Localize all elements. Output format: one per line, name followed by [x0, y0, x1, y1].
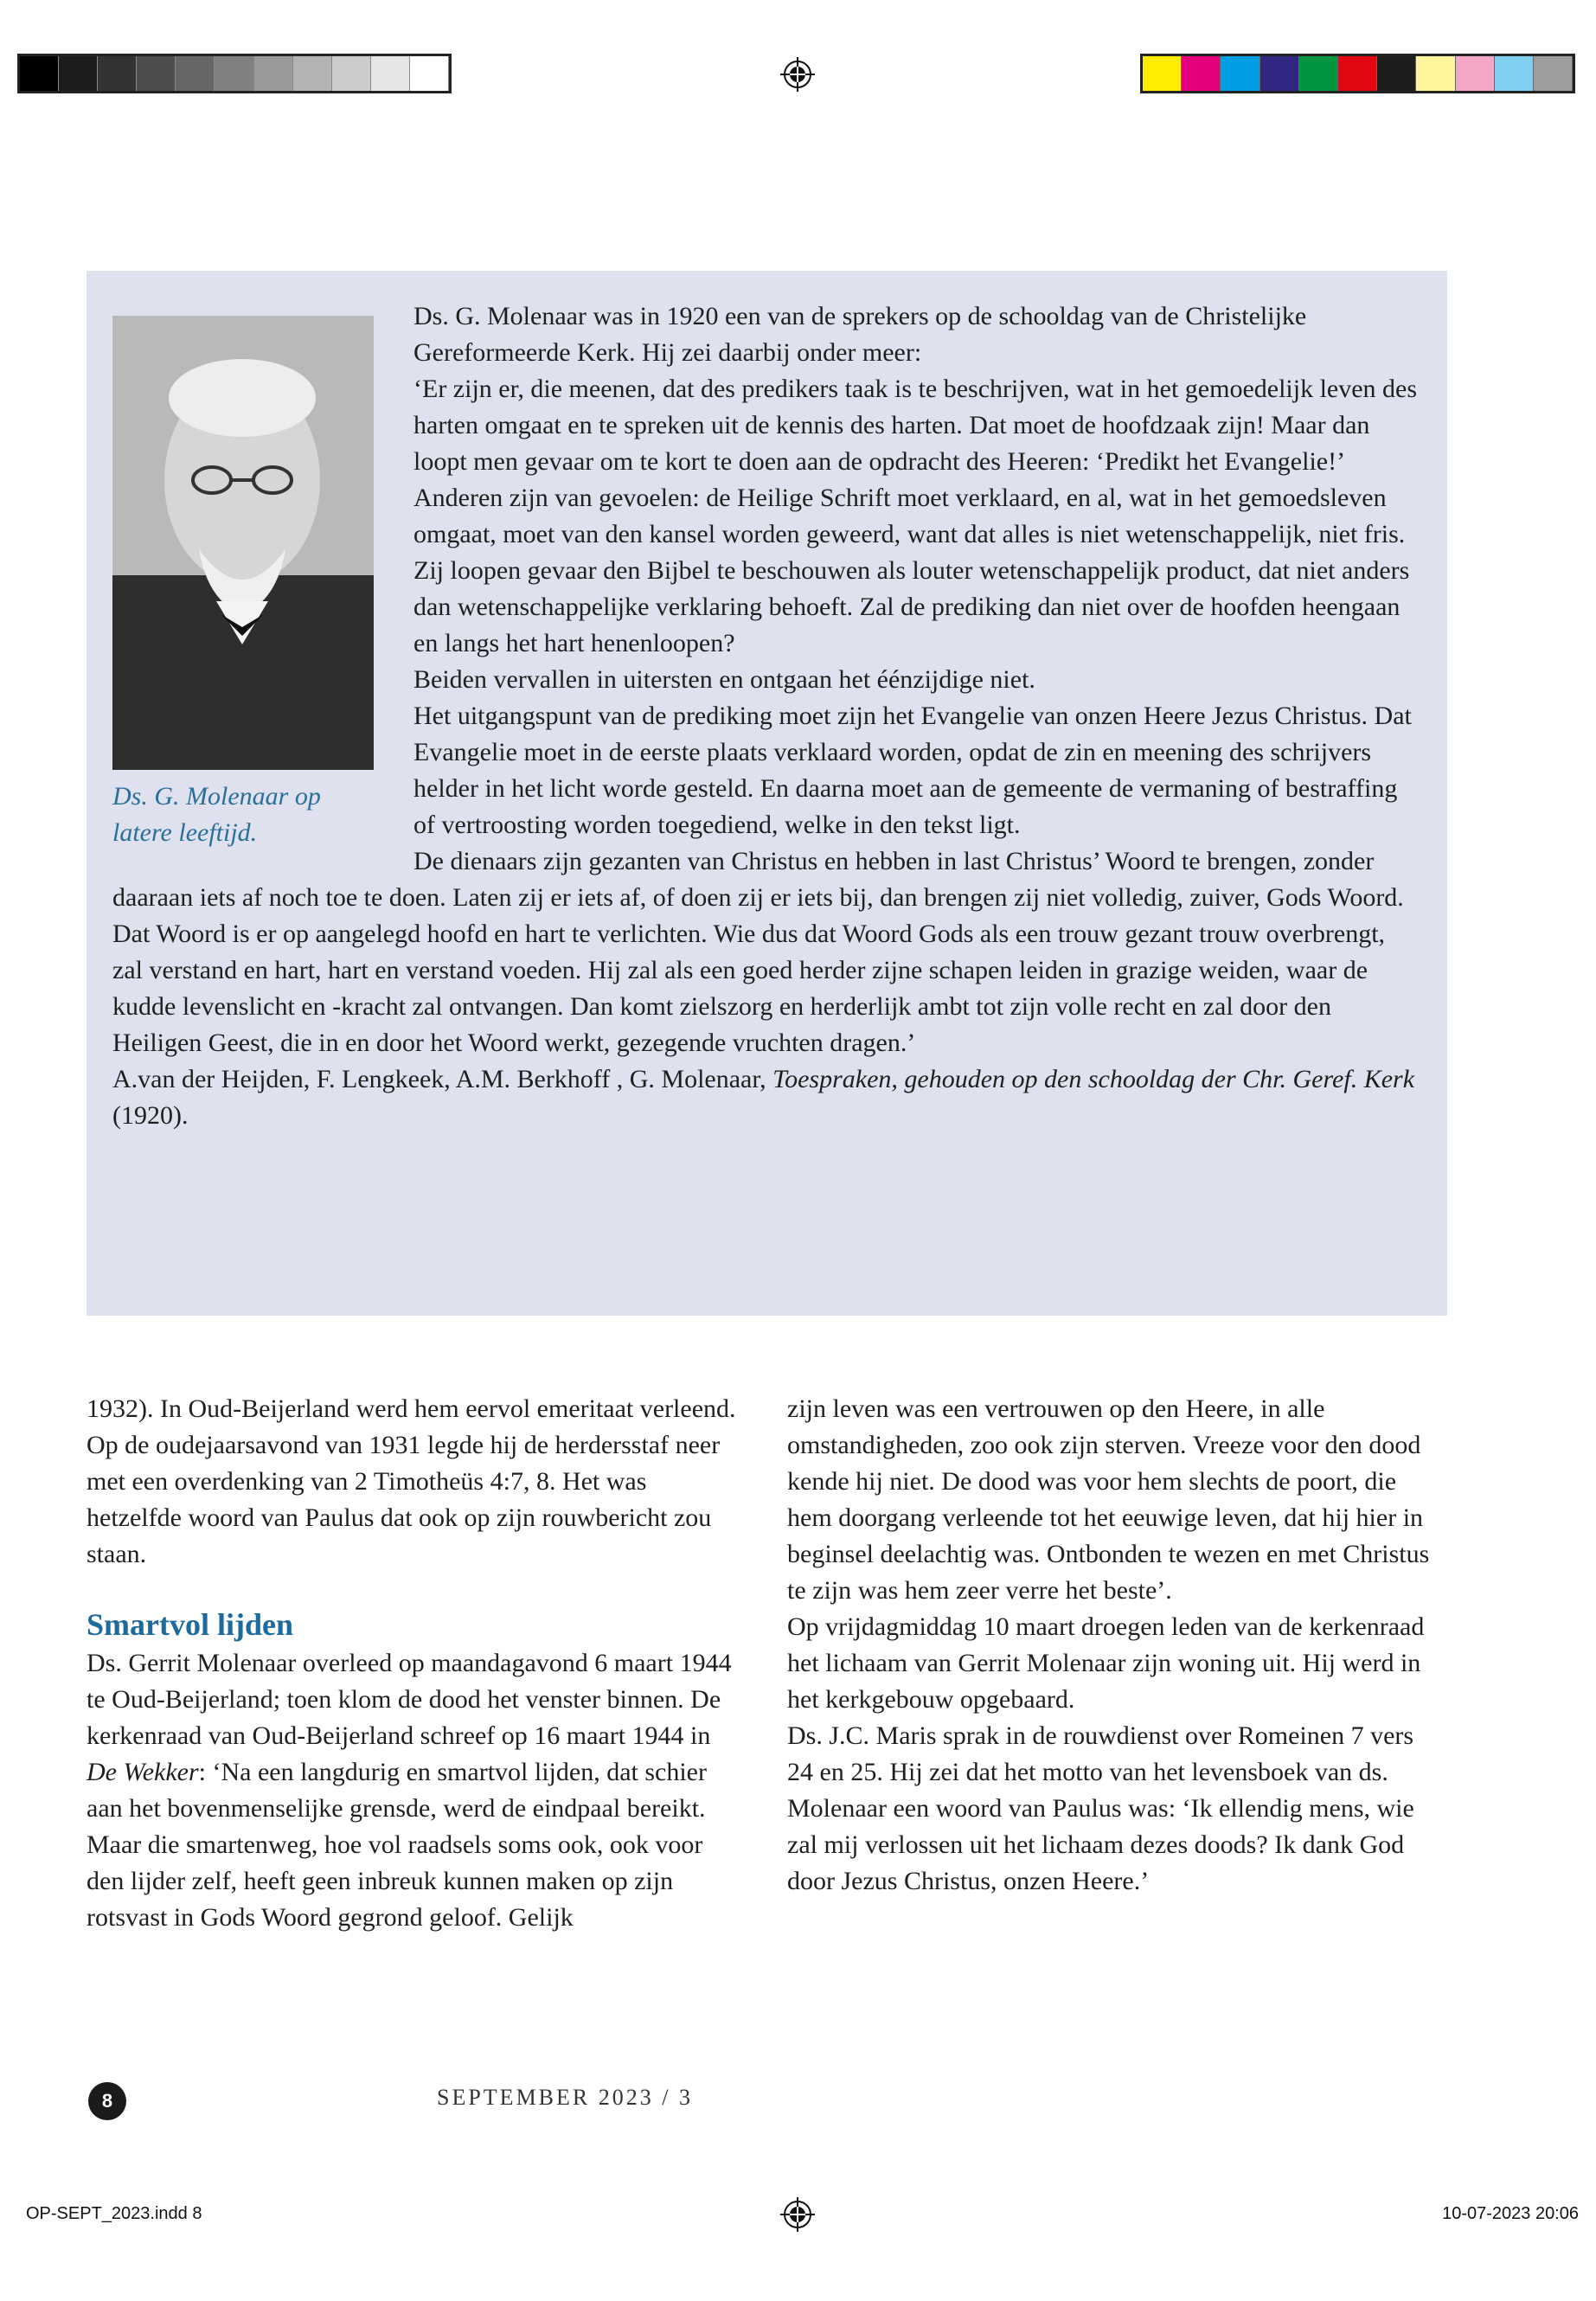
quote-paragraph: ‘Er zijn er, die meenen, dat des predikers taak is te beschrijven, wat in het gemoedelijk leven des harten omgaat en te spreken uit de kennis des harten. Dat moet de hoofdzaak zijn! Maar dan loopt men gevaar om te kort te doen aan de opdracht des Heeren: ‘Predikt het Evangelie!’ — [413, 375, 1418, 476]
quote-box — [87, 271, 1447, 1316]
quote-paragraph: De dienaars zijn gezanten van Christus en hebben in last Christus’ Woord te brengen, zonder daaraan iets af noch toe te doen. Laten zij er iets af, of doen zij er iets bij, dan brengen zij niet volledig, zuiver, Gods Woord. Dat Woord is er op aangelegd hoofd en hart te verlichten. Wie dus dat Woord Gods als een trouw gezant trouw overbrengt, zal verstand en hart, hart en verstand voeden. Hij zal als een goed herder zijne schapen leiden in grazige weiden, waar de kudde levenslicht en -kracht zal ontvangen. Dan komt zielszorg en herderlijk ambt tot zijn volle recht en zal door den Heiligen Geest, die in en door het Woord werkt, gezegende vruchten dragen.’ — [112, 847, 1404, 1057]
grayscale-swatch — [137, 56, 176, 91]
quote-paragraph: Beiden vervallen in uitersten en ontgaan het éénzijdige niet. — [413, 665, 1035, 694]
body-text-part: Ds. Gerrit Molenaar overleed op maandagavond 6 maart 1944 te Oud-Beijerland; toen klom de dood het venster binnen. De kerkenraad van Oud-Beijerland schreef op 16 maart 1944 in — [87, 1649, 732, 1750]
color-swatch — [1143, 56, 1182, 91]
registration-mark-icon — [780, 57, 815, 92]
quote-paragraph: Het uitgangspunt van de prediking moet zijn het Evangelie van onzen Heere Jezus Christus. Dat Evangelie moet in de eerste plaats verklaard worden, opdat de zin en meening des schrijvers helder in het licht worde gesteld. En daarna moet aan de gemeente de vermaning of bestraffing of vertroosting worden toegediend, welke in den tekst ligt. — [413, 702, 1412, 839]
grayscale-swatch — [293, 56, 332, 91]
source-title: Toespraken, gehouden op den schooldag der Chr. Geref. Kerk — [772, 1065, 1415, 1093]
color-swatch — [1377, 56, 1416, 91]
slug-date: 10-07-2023 20:06 — [1442, 2204, 1579, 2223]
color-swatch — [1299, 56, 1338, 91]
portrait-caption: Ds. G. Molenaar op latere leeftijd. — [112, 782, 321, 847]
grayscale-color-bar — [17, 54, 452, 93]
quote-paragraph: Ds. G. Molenaar was in 1920 een van de sprekers op de schooldag van de Christelijke Gereformeerde Kerk. Hij zei daarbij onder meer: — [413, 302, 1307, 367]
grayscale-swatch — [176, 56, 215, 91]
body-paragraph: Op vrijdagmiddag 10 maart droegen leden van de kerkenraad het lichaam van Gerrit Molenaar zijn woning uit. Hij werd in het kerkgebouw opgebaard. — [787, 1612, 1425, 1714]
body-paragraph: Ds. J.C. Maris sprak in de rouwdienst over Romeinen 7 vers 24 en 25. Hij zei dat het motto van het levensboek van ds. Molenaar een woord van Paulus was: ‘Ik ellendig mens, wie zal mij verlossen uit het lichaam dezes doods? Ik dank God door Jezus Christus, onzen Heere.’ — [787, 1721, 1414, 1895]
color-swatch — [1338, 56, 1377, 91]
grayscale-swatch — [254, 56, 293, 91]
grayscale-swatch — [59, 56, 98, 91]
body-text-part: : ‘Na een langdurig en smartvol lijden, dat schier aan het bovenmenselijke grensde, werd de eindpaal bereikt. Maar die smartenweg, hoe vol raadsels soms ook, ook voor den lijder zelf, heeft geen inbreuk kunnen maken op zijn rotsvast in Gods Woord gegrond geloof. Gelijk — [87, 1758, 707, 1932]
body-paragraph: zijn leven was een vertrouwen op den Heere, in alle omstandigheden, zoo ook zijn sterven. Vreeze voor den dood kende hij niet. De dood was voor hem slechts de poort, die hem doorgang verleende tot het eeuwige leven, dat hij hier in beginsel deelachtig was. Ontbonden te wezen en met Christus te zijn was hem zeer verre het beste’. — [787, 1394, 1430, 1605]
color-swatch — [1182, 56, 1221, 91]
color-swatch — [1221, 56, 1259, 91]
quote-source — [112, 1061, 1421, 1134]
publication-title: De Wekker — [87, 1758, 199, 1786]
grayscale-swatch — [215, 56, 253, 91]
color-swatch — [1260, 56, 1299, 91]
section-heading: Smartvol lijden — [87, 1607, 293, 1642]
issue-label: SEPTEMBER 2023 / 3 — [437, 2085, 693, 2110]
left-column — [87, 1391, 744, 1936]
grayscale-swatch — [371, 56, 410, 91]
process-color-bar — [1140, 54, 1575, 93]
grayscale-swatch — [98, 56, 137, 91]
registration-mark-icon — [780, 2197, 815, 2232]
source-year: (1920). — [112, 1101, 189, 1130]
slug-file-info: OP-SEPT_2023.indd 8 — [26, 2204, 202, 2223]
grayscale-swatch — [332, 56, 371, 91]
portrait-photo — [112, 316, 374, 770]
color-swatch — [1456, 56, 1495, 91]
page-number: 8 — [88, 2082, 126, 2120]
body-paragraph — [87, 1645, 744, 1936]
portrait-illustration-icon — [112, 316, 374, 770]
color-swatch — [1534, 56, 1573, 91]
grayscale-swatch — [20, 56, 59, 91]
grayscale-swatch — [410, 56, 449, 91]
color-swatch — [1495, 56, 1534, 91]
right-column — [787, 1391, 1445, 1900]
color-swatch — [1416, 56, 1455, 91]
quote-paragraph: Anderen zijn van gevoelen: de Heilige Schrift moet verklaard, en al, wat in het gemoedsleven omgaat, moet van den kansel worden geweerd, want dat alles is niet wetenschappelijk, niet fris. Zij loopen gevaar den Bijbel te beschouwen als louter wetenschappelijk product, dat niet anders dan wetenschappelijke verklaring behoeft. Zal de prediking dan niet over de hoofden heengaan en langs het hart henenloopen? — [413, 484, 1410, 657]
source-authors: A.van der Heijden, F. Lengkeek, A.M. Berkhoff , G. Molenaar, — [112, 1065, 773, 1093]
intro-paragraph: 1932). In Oud-Beijerland werd hem eervol emeritaat verleend. Op de oudejaarsavond van 1931 legde hij de herdersstaf neer met een overdenking van 2 Timotheüs 4:7, 8. Het was hetzelfde woord van Paulus dat ook op zijn rouwbericht zou staan. — [87, 1394, 736, 1568]
